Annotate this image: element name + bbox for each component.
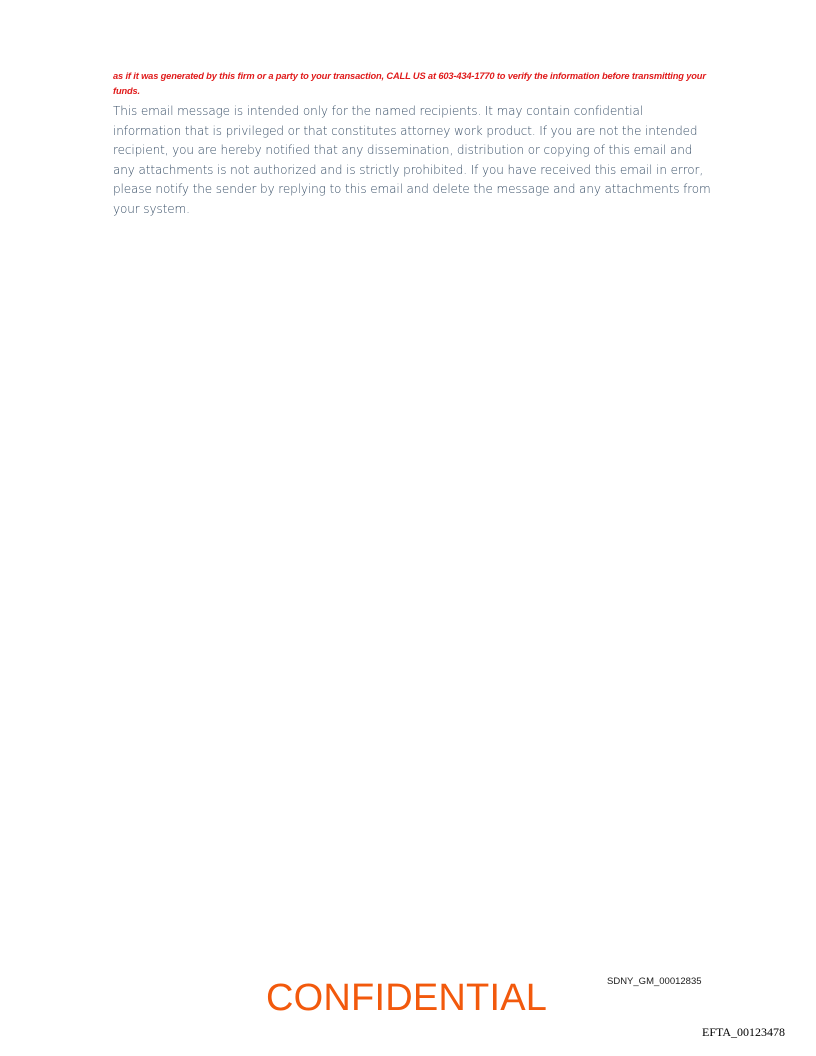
confidential-stamp: CONFIDENTIAL bbox=[266, 977, 548, 1019]
bates-number: SDNY_GM_00012835 bbox=[607, 976, 702, 987]
wire-fraud-warning: as if it was generated by this firm or a party to your transaction, CALL US at 603-434-1770 to verify the information before transmitting your funds. bbox=[113, 71, 706, 96]
efta-number: EFTA_00123478 bbox=[702, 1025, 786, 1039]
confidentiality-notice: This email message is intended only for the named recipients. It may contain confidential information that is privileged or that constitutes attorney work product. If you are not the intended recipient, you are hereby notified that any dissemination, distribution or copying of this email and any attachments is not authorized and is strictly prohibited. If you have received this email in error, please notify the sender by replying to this email and delete the message and any attachments from your system. bbox=[113, 104, 711, 216]
